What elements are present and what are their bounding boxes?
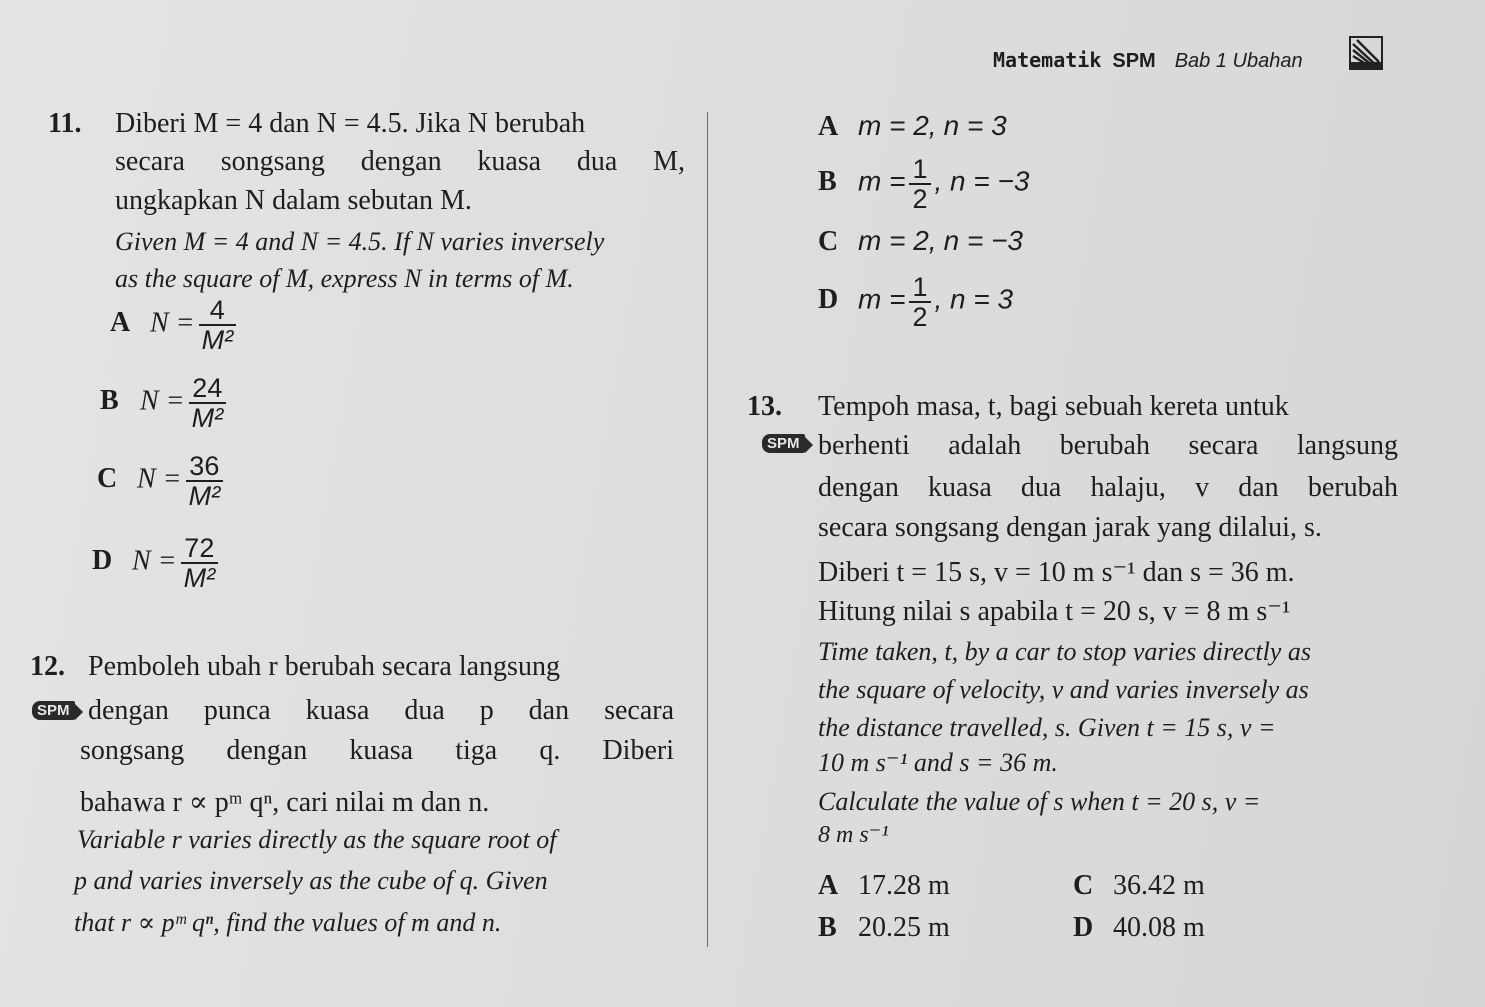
- option-m: m =: [858, 165, 906, 197]
- option-n: , n = 3: [934, 283, 1014, 315]
- question-number: 13.: [747, 391, 782, 422]
- q13-malay-line: Tempoh masa, t, bagi sebuah kereta untuk: [818, 391, 1289, 422]
- answer-option-C[interactable]: [97, 452, 227, 510]
- answer-option-D[interactable]: [818, 273, 1013, 331]
- option-n: n = 3: [943, 110, 1007, 141]
- q12-english-line: that r ∝ pᵐ qⁿ, find the values of m and n.: [74, 908, 502, 937]
- answer-option-A[interactable]: [818, 110, 1007, 143]
- column-divider: [707, 112, 708, 947]
- q13-english-line: Time taken, t, by a car to stop varies directly as: [818, 637, 1311, 666]
- option-lhs: N =: [140, 385, 185, 417]
- header-chapter: Bab 1 Ubahan: [1174, 50, 1303, 72]
- answer-option-B[interactable]: [818, 155, 1029, 213]
- fraction-denominator: M²: [189, 402, 226, 432]
- q13-english-line: the square of velocity, v and varies inversely as: [818, 675, 1309, 704]
- option-letter: D: [1073, 912, 1094, 943]
- q11-malay-line: ungkapkan N dalam sebutan M.: [115, 185, 472, 216]
- fraction-denominator: 2: [909, 183, 930, 213]
- spm-badge: SPM: [762, 434, 805, 453]
- q12-malay-line: songsang dengan kuasa tiga q. Diberi: [80, 735, 674, 766]
- answer-option-B[interactable]: [100, 374, 230, 432]
- header-tag: SPM: [1112, 50, 1156, 72]
- option-letter: A: [818, 870, 839, 901]
- fraction-numerator: 24: [192, 373, 223, 403]
- option-letter: D: [818, 284, 839, 316]
- q13-english-line: 10 m s⁻¹ and s = 36 m.: [818, 748, 1058, 777]
- option-letter: C: [1073, 870, 1094, 901]
- option-letter: B: [818, 912, 837, 943]
- question-number: 12.: [30, 651, 65, 682]
- option-m: m =: [858, 283, 906, 315]
- answer-option-C[interactable]: [818, 225, 1023, 258]
- option-m: m = 2,: [858, 225, 937, 256]
- q12-english-line: p and varies inversely as the cube of q. Given: [74, 866, 548, 895]
- answer-option-A[interactable]: [110, 296, 240, 354]
- option-letter: B: [818, 166, 837, 198]
- answer-option-C[interactable]: [1073, 870, 1205, 902]
- q11-malay-line: secara songsang dengan kuasa dua M,: [115, 146, 685, 177]
- option-value: 36.42 m: [1113, 870, 1205, 901]
- option-value: 40.08 m: [1113, 912, 1205, 943]
- option-lhs: N =: [137, 463, 182, 495]
- answer-option-D[interactable]: [92, 534, 222, 592]
- q12-english-line: Variable r varies directly as the square root of: [77, 825, 557, 854]
- option-value: 20.25 m: [858, 912, 950, 943]
- page-header: [993, 48, 1303, 73]
- option-letter: C: [97, 463, 118, 495]
- q13-english-line: Calculate the value of s when t = 20 s, v =: [818, 787, 1261, 816]
- spm-badge: SPM: [32, 701, 75, 720]
- option-value: 17.28 m: [858, 870, 950, 901]
- q13-malay-line: dengan kuasa dua halaju, v dan berubah: [818, 472, 1398, 503]
- option-n: n = −3: [943, 225, 1023, 256]
- fraction-denominator: M²: [186, 480, 223, 510]
- q13-english-line: the distance travelled, s. Given t = 15 s, v =: [818, 713, 1276, 742]
- q12-malay-line: Pemboleh ubah r berubah secara langsung: [88, 651, 560, 682]
- q13-english-line: 8 m s⁻¹: [818, 822, 889, 848]
- fraction-denominator: M²: [181, 562, 218, 592]
- q11-english-line: as the square of M, express N in terms of M.: [115, 264, 574, 293]
- book-icon: [1349, 36, 1383, 70]
- q12-malay-line: bahawa r ∝ pᵐ qⁿ, cari nilai m dan n.: [80, 787, 490, 818]
- fraction-numerator: 72: [184, 533, 215, 563]
- fraction-numerator: 1: [912, 154, 928, 184]
- answer-option-A[interactable]: [818, 870, 950, 902]
- answer-option-D[interactable]: [1073, 912, 1205, 944]
- q12-malay-line: dengan punca kuasa dua p dan secara: [88, 695, 674, 726]
- fraction-numerator: 36: [189, 451, 220, 481]
- fraction-denominator: M²: [199, 324, 236, 354]
- header-subject: Matematik: [993, 48, 1102, 72]
- fraction-denominator: 2: [909, 301, 930, 331]
- q13-malay-line: secara songsang dengan jarak yang dilalui, s.: [818, 512, 1322, 543]
- option-letter: B: [100, 385, 119, 417]
- q11-malay-line: Diberi M = 4 dan N = 4.5. Jika N berubah: [115, 108, 586, 139]
- option-lhs: N =: [150, 307, 195, 339]
- option-letter: A: [110, 307, 131, 339]
- option-n: , n = −3: [934, 165, 1030, 197]
- option-m: m = 2,: [858, 110, 937, 141]
- option-letter: D: [92, 545, 113, 577]
- question-number: 11.: [48, 108, 82, 139]
- answer-option-B[interactable]: [818, 912, 950, 944]
- option-letter: C: [818, 226, 839, 257]
- q13-malay-line: Diberi t = 15 s, v = 10 m s⁻¹ dan s = 36 m.: [818, 557, 1295, 588]
- q13-malay-line: Hitung nilai s apabila t = 20 s, v = 8 m s⁻¹: [818, 596, 1291, 627]
- q11-english-line: Given M = 4 and N = 4.5. If N varies inversely: [115, 227, 605, 256]
- option-letter: A: [818, 111, 839, 142]
- option-lhs: N =: [132, 545, 177, 577]
- fraction-numerator: 1: [912, 272, 928, 302]
- fraction-numerator: 4: [209, 295, 225, 325]
- q13-malay-line: berhenti adalah berubah secara langsung: [818, 430, 1398, 461]
